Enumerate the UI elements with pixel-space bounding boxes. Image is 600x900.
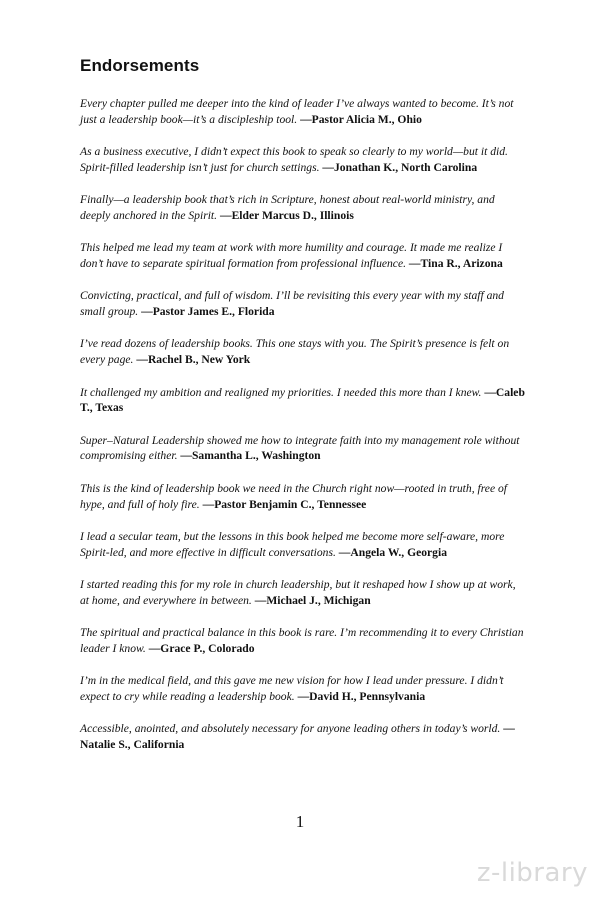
- endorsement-quote: This is the kind of leadership book we need in the Church right now—rooted in truth, free of hype, and full of holy fire.: [80, 481, 508, 511]
- endorsement-quote: Convicting, practical, and full of wisdom. I’ll be revisiting this every year with my staff and small group.: [80, 289, 504, 319]
- endorsement-quote: The spiritual and practical balance in this book is rare. I’m recommending it to every Christian leader I know.: [80, 626, 524, 655]
- endorsement-item: [80, 481, 525, 513]
- endorsement-quote: Accessible, anointed, and absolutely necessary for anyone leading others in today’s world.: [80, 722, 501, 736]
- endorsement-item: [80, 144, 525, 176]
- endorsement-item: [80, 673, 525, 705]
- endorsement-author: —Rachel B., New York: [136, 353, 251, 367]
- page-number: 1: [295, 812, 305, 831]
- endorsement-quote: I lead a secular team, but the lessons in this book helped me become more self-aware, more Spirit-led, and more effective in difficult conversations.: [80, 529, 505, 559]
- endorsement-item: [80, 721, 525, 753]
- endorsement-quote: As a business executive, I didn’t expect this book to speak so clearly to my world—but it did. Spirit-filled leadership isn’t just for church settings.: [80, 145, 508, 174]
- endorsement-list: [80, 96, 525, 769]
- endorsement-quote: I’m in the medical field, and this gave me new vision for how I lead under pressure. I didn’t expect to cry while reading a leadership book.: [80, 674, 504, 703]
- endorsement-quote: It challenged my ambition and realigned my priorities. I needed this more than I knew.: [80, 385, 482, 399]
- endorsement-item: [80, 625, 525, 657]
- endorsement-author: —Pastor James E., Florida: [141, 305, 275, 319]
- watermark-logo: z-library: [476, 858, 588, 888]
- endorsement-quote: Super–Natural Leadership showed me how to integrate faith into my management role without compromising either.: [80, 433, 520, 463]
- endorsement-author: —Natalie S., California: [80, 722, 515, 752]
- endorsement-quote: I’ve read dozens of leadership books. This one stays with you. The Spirit’s presence is felt on every page.: [80, 337, 510, 367]
- endorsement-author: —Michael J., Michigan: [254, 593, 371, 607]
- endorsement-item: [80, 385, 525, 417]
- endorsement-author: —Tina R., Arizona: [408, 257, 503, 271]
- endorsement-quote: Every chapter pulled me deeper into the kind of leader I’ve always wanted to become. It’s not just a leadership book—it’s a discipleship tool.: [80, 97, 514, 126]
- endorsement-author: —Jonathan K., North Carolina: [322, 160, 478, 174]
- endorsement-item: [80, 336, 525, 368]
- endorsement-item: [80, 288, 525, 320]
- endorsement-author: —Angela W., Georgia: [338, 545, 447, 559]
- endorsement-quote: This helped me lead my team at work with more humility and courage. It made me realize I don’t have to separate spiritual formation from professional influence.: [80, 241, 503, 271]
- endorsement-author: —Pastor Benjamin C., Tennessee: [202, 497, 367, 511]
- page-title: Endorsements: [80, 56, 200, 75]
- endorsement-item: [80, 433, 525, 465]
- endorsement-author: —David H., Pennsylvania: [297, 689, 426, 703]
- endorsement-item: [80, 96, 525, 128]
- endorsement-author: —Caleb T., Texas: [80, 385, 525, 415]
- endorsement-author: —Samantha L., Washington: [180, 449, 321, 463]
- endorsement-item: [80, 240, 525, 272]
- endorsement-quote: Finally—a leadership book that’s rich in Scripture, honest about real-world ministry, and deeply anchored in the Spirit.: [80, 193, 495, 222]
- endorsement-item: [80, 529, 525, 561]
- endorsement-quote: I started reading this for my role in church leadership, but it reshaped how I show up at work, at home, and everywhere in between.: [80, 577, 516, 607]
- endorsement-author: —Pastor Alicia M., Ohio: [300, 112, 422, 126]
- endorsement-item: [80, 192, 525, 224]
- endorsement-author: —Elder Marcus D., Illinois: [219, 208, 354, 222]
- endorsement-author: —Grace P., Colorado: [148, 641, 255, 655]
- endorsement-item: [80, 577, 525, 609]
